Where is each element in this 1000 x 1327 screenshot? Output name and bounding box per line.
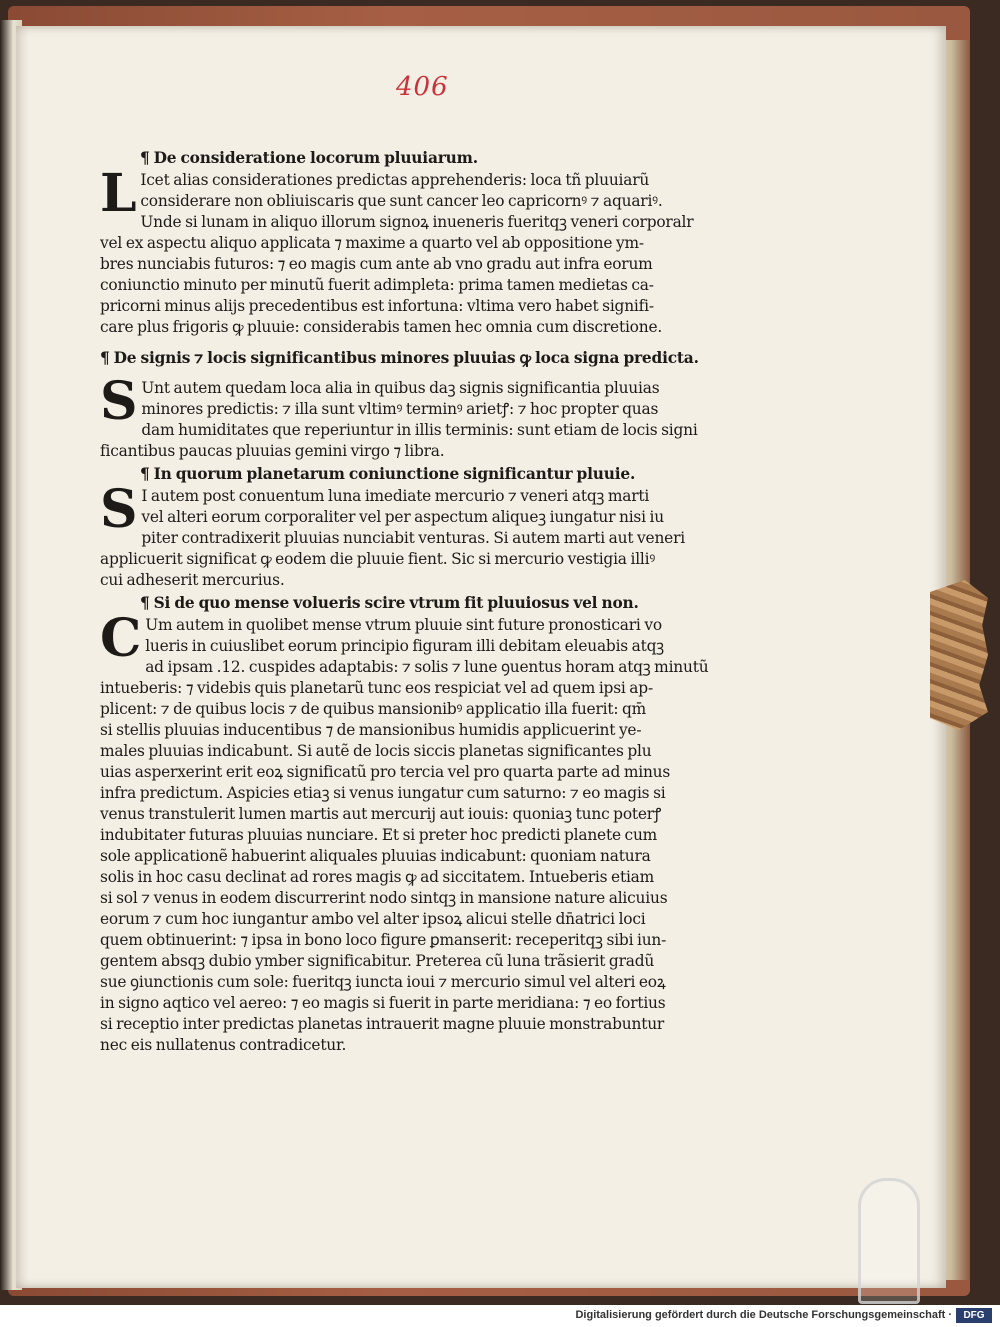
text-line: indubitater futuras pluuias nunciare. Et si preter hoc predicti planete cum <box>100 826 658 844</box>
drop-initial: S <box>100 371 138 432</box>
text-line: Unde si lunam in aliquo illorum signoꝝ inueneris fueritqꝫ veneri corporalr <box>140 213 694 231</box>
text-block <box>100 146 760 1056</box>
pilcrow-icon: ¶ <box>140 149 150 167</box>
section-heading: ¶ In quorum planetarum coniunctione significantur pluuie. <box>140 465 636 483</box>
text-line: sue ꝯiunctionis cum sole: fueritqꝫ iuncta ioui ⁊ mercurio simul vel alteri eoꝝ <box>100 973 666 991</box>
leather-tab <box>930 580 988 730</box>
drop-initial: C <box>100 608 142 669</box>
paragraph <box>100 163 760 338</box>
text-line: vel ex aspectu aliquo applicata ⁊ maxime a quarto vel ab oppositione ym- <box>100 234 644 252</box>
text-line: males pluuias indicabunt. Si autẽ de locis siccis planetas significantes plu <box>100 742 652 760</box>
text-line: si stellis pluuias inducentibus ⁊ de mansionibus humidis applicuerint ye- <box>100 721 642 739</box>
section-heading: ¶ De signis ⁊ locis significantibus minores pluuias ꝙ loca signa predicta. <box>100 349 699 367</box>
text-line: ficantibus paucas pluuias gemini virgo ⁊ libra. <box>100 442 445 460</box>
footer-bar <box>0 1305 1000 1327</box>
text-line: minores predictis: ⁊ illa sunt vltimꝰ terminꝰ arietꝭ: ⁊ hoc propter quas <box>141 400 659 418</box>
funding-credit: Digitalisierung gefördert durch die Deutsche Forschungsgemeinschaft · <box>575 1309 952 1321</box>
paragraph <box>100 608 760 1056</box>
paragraph <box>100 371 760 462</box>
dfg-logo-icon: DFG <box>956 1308 992 1323</box>
text-line: si receptio inter predictas planetas intrauerit magne pluuie monstrabuntur <box>100 1015 665 1033</box>
text-line: solis in hoc casu declinat ad rores magis ꝙ ad siccitatem. Intueberis etiam <box>100 868 655 886</box>
text-line: dam humiditates que reperiuntur in illis terminis: sunt etiam de locis signi <box>141 421 698 439</box>
text-line: si sol ⁊ venus in eodem discurrerint nodo sintqꝫ in mansione nature alicuius <box>100 889 668 907</box>
section-locorum-pluuiarum <box>100 146 760 338</box>
text-line: quem obtinuerint: ⁊ ipsa in bono loco figure ꝑmanserit: receperitqꝫ sibi iun- <box>100 931 667 949</box>
page-clip <box>858 1178 920 1304</box>
text-line: infra predictum. Aspicies etiaꝫ si venus iungatur cum saturno: ⁊ eo magis si <box>100 784 666 802</box>
text-line: eorum ⁊ cum hoc iungantur ambo vel alter ipsoꝝ alicui stelle dn̄atrici loci <box>100 910 646 928</box>
pilcrow-icon: ¶ <box>100 349 110 367</box>
text-line: coniunctio minuto per minutũ fuerit adimpleta: prima tamen medietas ca- <box>100 276 654 294</box>
text-line: I autem post conuentum luna imediate mercurio ⁊ veneri atqꝫ marti <box>141 487 650 505</box>
text-line: cui adheserit mercurius. <box>100 571 285 589</box>
pilcrow-icon: ¶ <box>140 465 150 483</box>
text-line: care plus frigoris ꝙ pluuie: considerabis tamen hec omnia cum discretione. <box>100 318 663 336</box>
text-line: Unt autem quedam loca alia in quibus daꝫ signis significantia pluuias <box>141 379 660 397</box>
drop-initial: L <box>100 163 137 224</box>
text-line: ad ipsam .12. cuspides adaptabis: ⁊ solis ⁊ lune ꝯuentus horam atqꝫ minutũ <box>145 658 709 676</box>
section-heading: ¶ Si de quo mense volueris scire vtrum fit pluuiosus vel non. <box>140 594 639 612</box>
folio-number: 406 <box>396 72 449 102</box>
text-line: applicuerit significat ꝙ eodem die pluuie fient. Sic si mercurio vestigia illiꝰ <box>100 550 656 568</box>
drop-initial: S <box>100 479 138 540</box>
text-line: Icet alias considerationes predictas apprehenderis: loca tñ pluuiarũ <box>140 171 650 189</box>
text-line: lueris in cuiuslibet eorum principio figuram illi debitam eleuabis atqꝫ <box>145 637 664 655</box>
text-line: intueberis: ⁊ videbis quis planetarũ tunc eos respiciat vel ad quem ipsi ap- <box>100 679 653 697</box>
text-line: sole applicationẽ habuerint aliquales pluuias indicabunt: quoniam natura <box>100 847 651 865</box>
text-line: pricorni minus alijs precedentibus est infortuna: vltima vero habet signifi- <box>100 297 654 315</box>
section-signis-minores <box>100 346 760 462</box>
text-line: nec eis nullatenus contradicetur. <box>100 1036 347 1054</box>
text-line: venus transtulerit lumen martis aut mercurij aut iouis: quoniaꝫ tunc poterꝭ <box>100 805 662 823</box>
text-line: piter contradixerit pluuias nunciabit venturas. Si autem marti aut veneri <box>141 529 685 547</box>
text-line: Um autem in quolibet mense vtrum pluuie sint future pronosticari vo <box>145 616 662 634</box>
text-line: vel alteri eorum corporaliter vel per aspectum aliqueꝫ iungatur nisi iu <box>141 508 664 526</box>
spacer <box>100 338 760 346</box>
pilcrow-icon: ¶ <box>140 594 150 612</box>
spacer <box>100 370 760 378</box>
paragraph <box>100 479 760 591</box>
section-heading: ¶ De consideratione locorum pluuiarum. <box>140 149 478 167</box>
text-line: in signo aqtico vel aereo: ⁊ eo magis si fuerit in parte meridiana: ⁊ eo fortius <box>100 994 666 1012</box>
section-mense <box>100 591 760 1056</box>
section-coniunctione <box>100 462 760 591</box>
text-line: gentem absqꝫ dubio ymber significabitur. Preterea cũ luna trãsierit gradũ <box>100 952 655 970</box>
text-line: uias asperxerint erit eoꝝ significatũ pro tercia vel pro quarta parte ad minus <box>100 763 671 781</box>
text-line: considerare non obliuiscaris que sunt cancer leo capricornꝰ ⁊ aquariꝰ. <box>140 192 663 210</box>
text-line: bres nunciabis futuros: ⁊ eo magis cum ante ab vno gradu aut infra eorum <box>100 255 653 273</box>
text-line: plicent: ⁊ de quibus locis ⁊ de quibus mansionibꝰ applicatio illa fuerit: qm̄ <box>100 700 647 718</box>
